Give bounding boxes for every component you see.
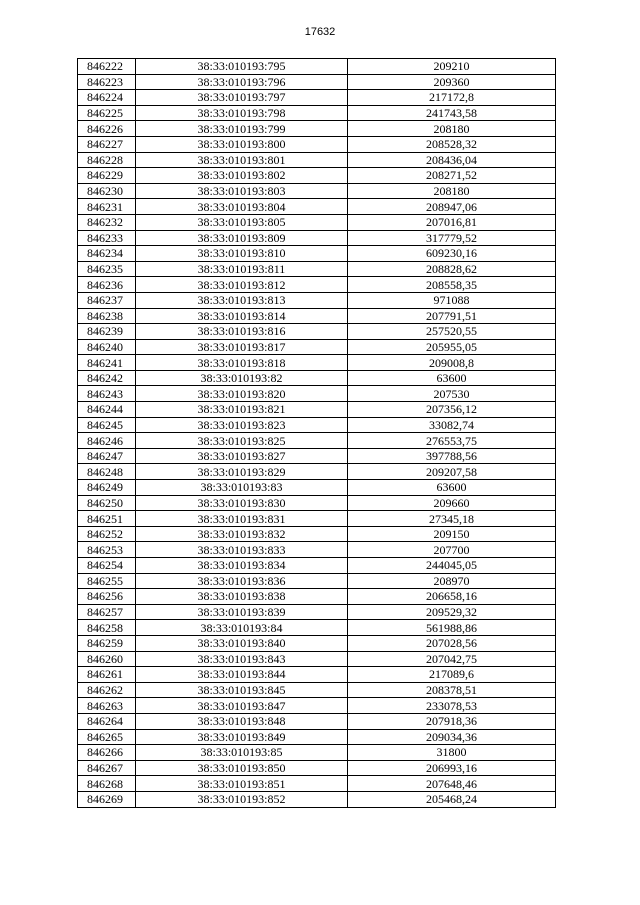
row-number-cell: 846257 (78, 604, 136, 620)
cadastral-number-cell: 38:33:010193:840 (136, 635, 348, 651)
row-number-cell: 846247 (78, 448, 136, 464)
table-row (78, 339, 556, 355)
row-number-cell: 846238 (78, 308, 136, 324)
cadastral-number-cell: 38:33:010193:823 (136, 417, 348, 433)
cadastral-value-cell: 209660 (348, 495, 556, 511)
row-number-cell: 846244 (78, 402, 136, 418)
table-row (78, 495, 556, 511)
cadastral-value-cell: 208558,35 (348, 277, 556, 293)
cadastral-number-cell: 38:33:010193:851 (136, 776, 348, 792)
cadastral-number-cell: 38:33:010193:84 (136, 620, 348, 636)
row-number-cell: 846235 (78, 261, 136, 277)
table-row (78, 246, 556, 262)
cadastral-value-cell: 208378,51 (348, 682, 556, 698)
cadastral-value-cell: 208947,06 (348, 199, 556, 215)
cadastral-number-cell: 38:33:010193:831 (136, 511, 348, 527)
row-number-cell: 846240 (78, 339, 136, 355)
cadastral-number-cell: 38:33:010193:85 (136, 745, 348, 761)
table-row (78, 480, 556, 496)
row-number-cell: 846252 (78, 526, 136, 542)
cadastral-value-cell: 206658,16 (348, 589, 556, 605)
table-row (78, 121, 556, 137)
cadastral-value-cell: 208528,32 (348, 136, 556, 152)
row-number-cell: 846241 (78, 355, 136, 371)
cadastral-number-cell: 38:33:010193:843 (136, 651, 348, 667)
row-number-cell: 846251 (78, 511, 136, 527)
cadastral-number-cell: 38:33:010193:799 (136, 121, 348, 137)
table-row (78, 152, 556, 168)
row-number-cell: 846261 (78, 667, 136, 683)
cadastral-number-cell: 38:33:010193:849 (136, 729, 348, 745)
table-row (78, 136, 556, 152)
table-row (78, 511, 556, 527)
row-number-cell: 846224 (78, 90, 136, 106)
row-number-cell: 846239 (78, 324, 136, 340)
table-row (78, 667, 556, 683)
row-number-cell: 846249 (78, 480, 136, 496)
cadastral-value-cell: 317779,52 (348, 230, 556, 246)
table-row (78, 698, 556, 714)
cadastral-number-cell: 38:33:010193:804 (136, 199, 348, 215)
table-row (78, 370, 556, 386)
table-row (78, 214, 556, 230)
table-row (78, 776, 556, 792)
cadastral-number-cell: 38:33:010193:852 (136, 791, 348, 807)
cadastral-number-cell: 38:33:010193:820 (136, 386, 348, 402)
cadastral-value-cell: 207028,56 (348, 635, 556, 651)
cadastral-value-cell: 244045,05 (348, 558, 556, 574)
row-number-cell: 846268 (78, 776, 136, 792)
table-row (78, 620, 556, 636)
table-row (78, 604, 556, 620)
table-row (78, 448, 556, 464)
cadastral-value-cell: 207918,36 (348, 713, 556, 729)
table-row (78, 573, 556, 589)
cadastral-value-cell: 206993,16 (348, 760, 556, 776)
cadastral-number-cell: 38:33:010193:839 (136, 604, 348, 620)
table-row (78, 230, 556, 246)
row-number-cell: 846232 (78, 214, 136, 230)
table-row (78, 292, 556, 308)
cadastral-number-cell: 38:33:010193:82 (136, 370, 348, 386)
cadastral-value-cell: 209210 (348, 59, 556, 75)
cadastral-number-cell: 38:33:010193:811 (136, 261, 348, 277)
row-number-cell: 846260 (78, 651, 136, 667)
cadastral-value-cell: 209529,32 (348, 604, 556, 620)
cadastral-value-table (77, 58, 556, 808)
row-number-cell: 846259 (78, 635, 136, 651)
cadastral-number-cell: 38:33:010193:83 (136, 480, 348, 496)
row-number-cell: 846253 (78, 542, 136, 558)
table-row (78, 402, 556, 418)
row-number-cell: 846255 (78, 573, 136, 589)
table-row (78, 277, 556, 293)
cadastral-number-cell: 38:33:010193:838 (136, 589, 348, 605)
cadastral-number-cell: 38:33:010193:832 (136, 526, 348, 542)
cadastral-value-cell: 971088 (348, 292, 556, 308)
cadastral-value-cell: 207016,81 (348, 214, 556, 230)
row-number-cell: 846256 (78, 589, 136, 605)
row-number-cell: 846263 (78, 698, 136, 714)
page-number: 17632 (304, 26, 336, 38)
cadastral-number-cell: 38:33:010193:803 (136, 183, 348, 199)
cadastral-value-cell: 207648,46 (348, 776, 556, 792)
cadastral-value-cell: 63600 (348, 480, 556, 496)
cadastral-value-cell: 207356,12 (348, 402, 556, 418)
cadastral-value-cell: 276553,75 (348, 433, 556, 449)
cadastral-number-cell: 38:33:010193:847 (136, 698, 348, 714)
table-row (78, 682, 556, 698)
cadastral-number-cell: 38:33:010193:810 (136, 246, 348, 262)
table-row (78, 324, 556, 340)
row-number-cell: 846262 (78, 682, 136, 698)
row-number-cell: 846230 (78, 183, 136, 199)
row-number-cell: 846242 (78, 370, 136, 386)
row-number-cell: 846243 (78, 386, 136, 402)
cadastral-value-cell: 208180 (348, 121, 556, 137)
row-number-cell: 846269 (78, 791, 136, 807)
table-row (78, 90, 556, 106)
cadastral-number-cell: 38:33:010193:816 (136, 324, 348, 340)
cadastral-value-cell: 207530 (348, 386, 556, 402)
cadastral-number-cell: 38:33:010193:825 (136, 433, 348, 449)
table-row (78, 542, 556, 558)
table-row (78, 760, 556, 776)
row-number-cell: 846248 (78, 464, 136, 480)
row-number-cell: 846222 (78, 59, 136, 75)
table-row (78, 791, 556, 807)
cadastral-value-cell: 27345,18 (348, 511, 556, 527)
row-number-cell: 846228 (78, 152, 136, 168)
cadastral-value-cell: 207791,51 (348, 308, 556, 324)
cadastral-number-cell: 38:33:010193:829 (136, 464, 348, 480)
table-row (78, 308, 556, 324)
cadastral-value-cell: 205468,24 (348, 791, 556, 807)
cadastral-value-cell: 209360 (348, 74, 556, 90)
cadastral-number-cell: 38:33:010193:814 (136, 308, 348, 324)
cadastral-value-cell: 209150 (348, 526, 556, 542)
cadastral-value-cell: 209207,58 (348, 464, 556, 480)
row-number-cell: 846245 (78, 417, 136, 433)
cadastral-value-cell: 397788,56 (348, 448, 556, 464)
table-row (78, 59, 556, 75)
table-row (78, 355, 556, 371)
cadastral-number-cell: 38:33:010193:812 (136, 277, 348, 293)
cadastral-value-cell: 233078,53 (348, 698, 556, 714)
cadastral-number-cell: 38:33:010193:817 (136, 339, 348, 355)
cadastral-number-cell: 38:33:010193:802 (136, 168, 348, 184)
cadastral-number-cell: 38:33:010193:796 (136, 74, 348, 90)
row-number-cell: 846254 (78, 558, 136, 574)
cadastral-value-cell: 208970 (348, 573, 556, 589)
row-number-cell: 846236 (78, 277, 136, 293)
cadastral-number-cell: 38:33:010193:830 (136, 495, 348, 511)
table-row (78, 713, 556, 729)
cadastral-number-cell: 38:33:010193:827 (136, 448, 348, 464)
row-number-cell: 846267 (78, 760, 136, 776)
row-number-cell: 846226 (78, 121, 136, 137)
row-number-cell: 846231 (78, 199, 136, 215)
cadastral-number-cell: 38:33:010193:834 (136, 558, 348, 574)
cadastral-number-cell: 38:33:010193:848 (136, 713, 348, 729)
cadastral-number-cell: 38:33:010193:795 (136, 59, 348, 75)
cadastral-value-cell: 257520,55 (348, 324, 556, 340)
cadastral-number-cell: 38:33:010193:818 (136, 355, 348, 371)
row-number-cell: 846225 (78, 105, 136, 121)
row-number-cell: 846233 (78, 230, 136, 246)
table-row (78, 745, 556, 761)
cadastral-value-cell: 241743,58 (348, 105, 556, 121)
row-number-cell: 846246 (78, 433, 136, 449)
cadastral-value-cell: 208828,62 (348, 261, 556, 277)
cadastral-value-cell: 207700 (348, 542, 556, 558)
cadastral-number-cell: 38:33:010193:800 (136, 136, 348, 152)
row-number-cell: 846229 (78, 168, 136, 184)
row-number-cell: 846237 (78, 292, 136, 308)
row-number-cell: 846266 (78, 745, 136, 761)
cadastral-number-cell: 38:33:010193:805 (136, 214, 348, 230)
cadastral-number-cell: 38:33:010193:809 (136, 230, 348, 246)
cadastral-value-cell: 609230,16 (348, 246, 556, 262)
row-number-cell: 846234 (78, 246, 136, 262)
cadastral-number-cell: 38:33:010193:836 (136, 573, 348, 589)
table-row (78, 651, 556, 667)
row-number-cell: 846264 (78, 713, 136, 729)
cadastral-value-cell: 31800 (348, 745, 556, 761)
cadastral-number-cell: 38:33:010193:797 (136, 90, 348, 106)
row-number-cell: 846227 (78, 136, 136, 152)
cadastral-value-cell: 63600 (348, 370, 556, 386)
cadastral-number-cell: 38:33:010193:798 (136, 105, 348, 121)
table-row (78, 74, 556, 90)
table-row (78, 105, 556, 121)
table-row (78, 635, 556, 651)
table-row (78, 464, 556, 480)
table-row (78, 433, 556, 449)
cadastral-value-cell: 561988,86 (348, 620, 556, 636)
table-row (78, 168, 556, 184)
cadastral-number-cell: 38:33:010193:833 (136, 542, 348, 558)
cadastral-value-cell: 208271,52 (348, 168, 556, 184)
row-number-cell: 846265 (78, 729, 136, 745)
table-body (78, 59, 556, 808)
cadastral-number-cell: 38:33:010193:801 (136, 152, 348, 168)
cadastral-value-cell: 217172,8 (348, 90, 556, 106)
cadastral-number-cell: 38:33:010193:821 (136, 402, 348, 418)
cadastral-value-cell: 209034,36 (348, 729, 556, 745)
table-row (78, 386, 556, 402)
cadastral-number-cell: 38:33:010193:813 (136, 292, 348, 308)
table-row (78, 261, 556, 277)
table-row (78, 417, 556, 433)
cadastral-value-cell: 217089,6 (348, 667, 556, 683)
table-row (78, 199, 556, 215)
cadastral-number-cell: 38:33:010193:845 (136, 682, 348, 698)
cadastral-number-cell: 38:33:010193:850 (136, 760, 348, 776)
table-row (78, 183, 556, 199)
table-row (78, 526, 556, 542)
row-number-cell: 846223 (78, 74, 136, 90)
table-row (78, 558, 556, 574)
cadastral-value-cell: 33082,74 (348, 417, 556, 433)
cadastral-value-cell: 208436,04 (348, 152, 556, 168)
cadastral-value-cell: 208180 (348, 183, 556, 199)
row-number-cell: 846250 (78, 495, 136, 511)
cadastral-value-cell: 209008,8 (348, 355, 556, 371)
cadastral-value-cell: 207042,75 (348, 651, 556, 667)
row-number-cell: 846258 (78, 620, 136, 636)
cadastral-number-cell: 38:33:010193:844 (136, 667, 348, 683)
cadastral-value-cell: 205955,05 (348, 339, 556, 355)
table-row (78, 729, 556, 745)
table-row (78, 589, 556, 605)
